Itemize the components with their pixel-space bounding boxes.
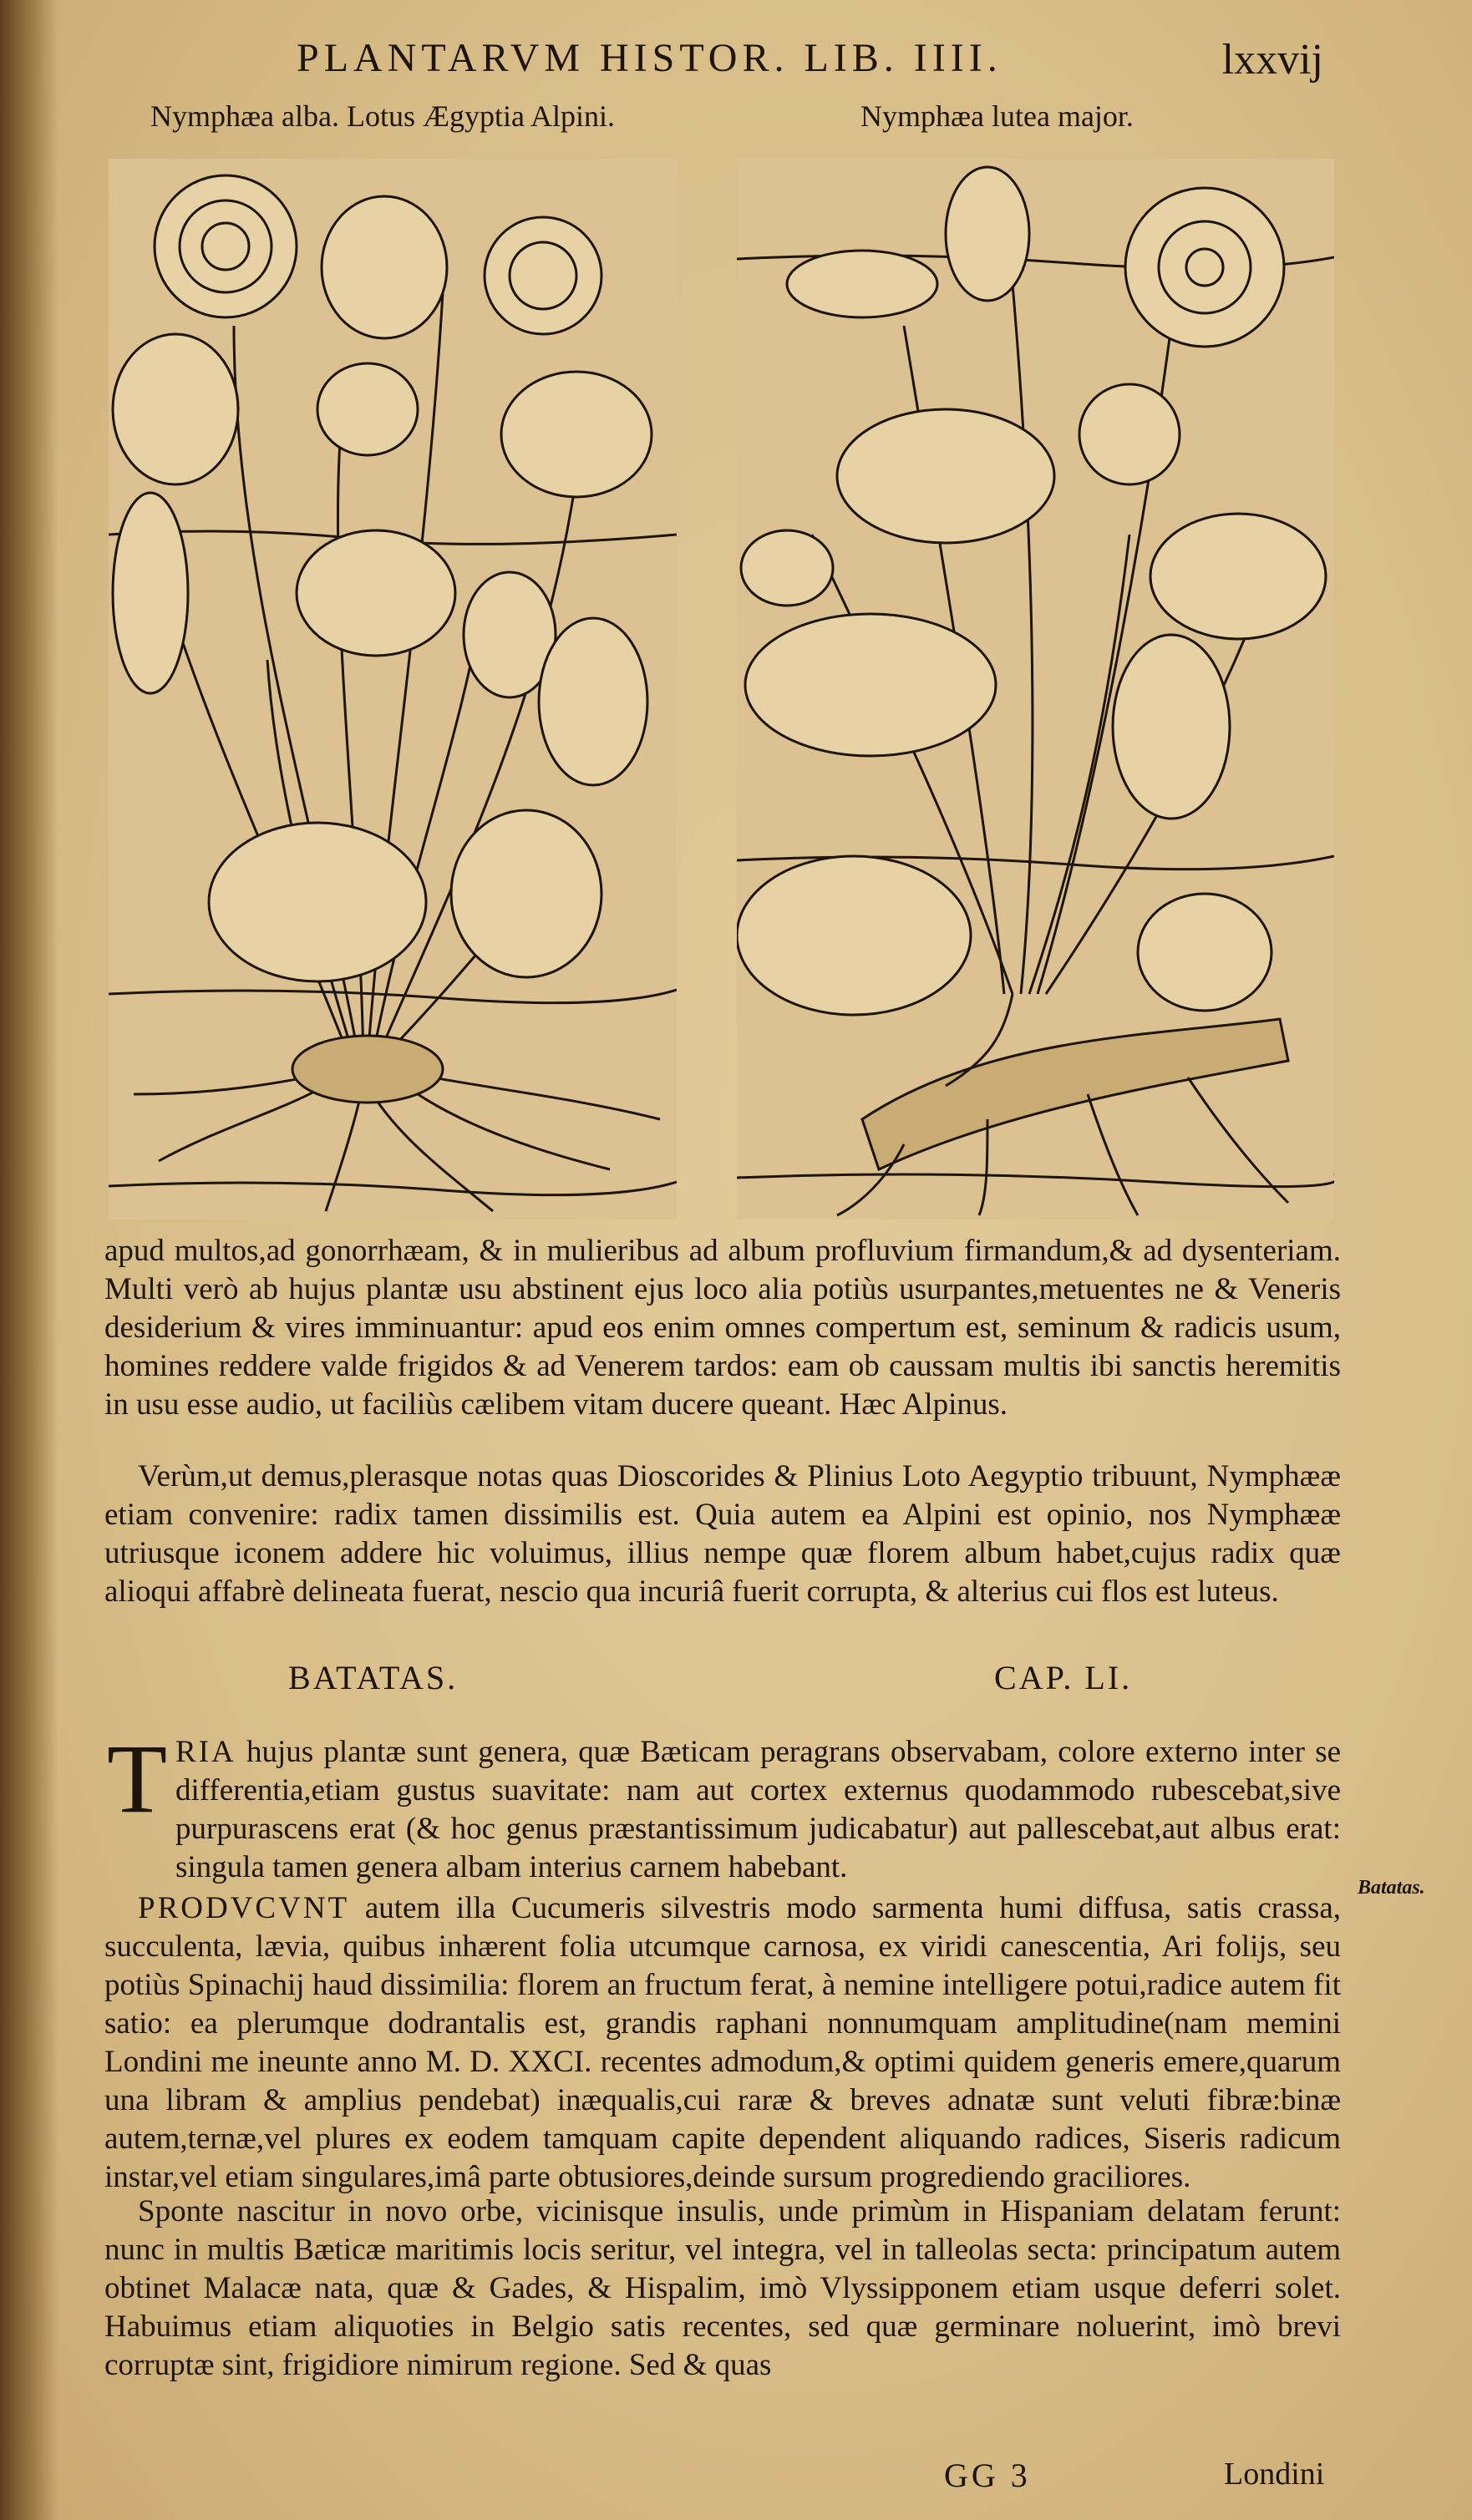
chapter-title: BATATAS. [288, 1659, 459, 1696]
paragraph-sponte [104, 2193, 1341, 2385]
drop-capital: T [107, 1724, 168, 1833]
paragraph-dioscorides-text: Verùm,ut demus,plerasque notas quas Dioscorides & Plinius Loto Aegyptio tribuunt, Nymphææ etiam convenire: radix tamen dissimilis est. Quia autem ea Alpini est opinio, nos Nymphææ utriusque iconem addere hic voluimus, illius nempe quæ florem album habet,cujus radix quæ alioqui affabrè delineata fuerat, nescio qua incuriâ fuerit corrupta, & alterius cui flos est luteus. [104, 1459, 1341, 1609]
paragraph-sponte-text: Sponte nascitur in novo orbe, vicinisque insulis, unde primùm in Hispaniam delatam ferunt: nunc in multis Bæticæ maritimis locis seritur, vel integra, vel in talleolas secta: principatum autem obtinet Malacæ nata, quæ & Gades, & Hispalim, imò Vlyssipponem etiam usque deferri solet. Habuimus etiam aliquoties in Belgio satis recentes, sed quæ germinare noluerint, imò brevi corruptæ sint, frigidiore nimirum regione. Sed & quas [104, 2194, 1341, 2382]
signature-mark: GG 3 [944, 2457, 1031, 2494]
yellow-water-lily-illustration [737, 159, 1334, 1219]
running-head-title: PLANTARVM HISTOR. LIB. IIII. [297, 36, 1002, 80]
chapter-number: CAP. LI. [994, 1659, 1133, 1696]
folio-number: lxxvij [1221, 36, 1323, 84]
binding-gutter [0, 0, 58, 2520]
paragraph-dioscorides [104, 1458, 1341, 1611]
paragraph-alpinus-quote: apud multos,ad gonorrhæam, & in mulieribus ad album profluvium firmandum,& ad dysenteriam. Multi verò ab hujus plantæ usu abstinent ejus loco alia potiùs usurpantes,metuentes ne & Veneris desiderium & vires imminuantur: apud eos enim omnes compertum est, seminum & radicis usum, homines reddere valde frigidos & ad Venerem tardos: eam ob caussam multis ibi sanctis heremitis in usu esse audio, ut faciliùs cælibem vitam ducere queant. Hæc Alpinus. [104, 1234, 1341, 1422]
chapter-heading [0, 1658, 1472, 1708]
woodcut-nymphaea-lutea [737, 159, 1334, 1219]
woodcut-nymphaea-alba [109, 159, 677, 1219]
water-lily-illustration [109, 159, 677, 1219]
paragraph-producunt-text: autem illa Cucumeris silvestris modo sarmenta humi diffusa, satis crassa, succulenta, lævia, quibus inhærent folia utcumque carnosa, ex viridi canescentia, Ari folijs, seu potiùs Spinachij haud dissimilia: florem an fructum ferat, à nemine intelligere potui,radice autem fit satio: ea plerumque dodrantalis est, grandis raphani nonnumquam amplitudine(nam memini Londini me ineunte anno M. D. XXCI. recentes admodum,& optimi quidem generis emere,quarum una libram & amplius pendebat) inæqualis,cui raræ & breves adnatæ sunt veluti fibræ:binæ autem,ternæ,vel plures ex eodem tamquam capite dependent aliquando radices, Siseris radicum instar,vel etiam singulares,imâ parte obtusiores,deinde sursum progrediendo graciliores. [104, 1891, 1342, 2194]
catchword: Londini [1224, 2457, 1325, 2492]
figure-caption-left: Nymphæa alba. Lotus Ægyptia Alpini. [150, 99, 615, 133]
figure-caption-right: Nymphæa lutea major. [860, 99, 1134, 133]
paragraph-batatas-genera [175, 1733, 1341, 1887]
paragraph-batatas-genera-text: hujus plantæ sunt genera, quæ Bæticam peragrans observabam, colore externo inter se differentia,etiam gustus suavitate: nam aut cortex externus quodammodo rubescebat,sive purpurascens erat (& hoc genus præstantissimum judicabatur) aut pallescebat,aut albus erat: singula tamen genera albam interius carnem habebant. [175, 1735, 1342, 1884]
lead-word: PRODVCVNT [138, 1891, 350, 1925]
lead-word: RIA [175, 1735, 236, 1769]
marginal-note: Batatas. [1358, 1877, 1425, 1899]
running-head [0, 23, 1472, 99]
paragraph-producunt [104, 1889, 1341, 2197]
